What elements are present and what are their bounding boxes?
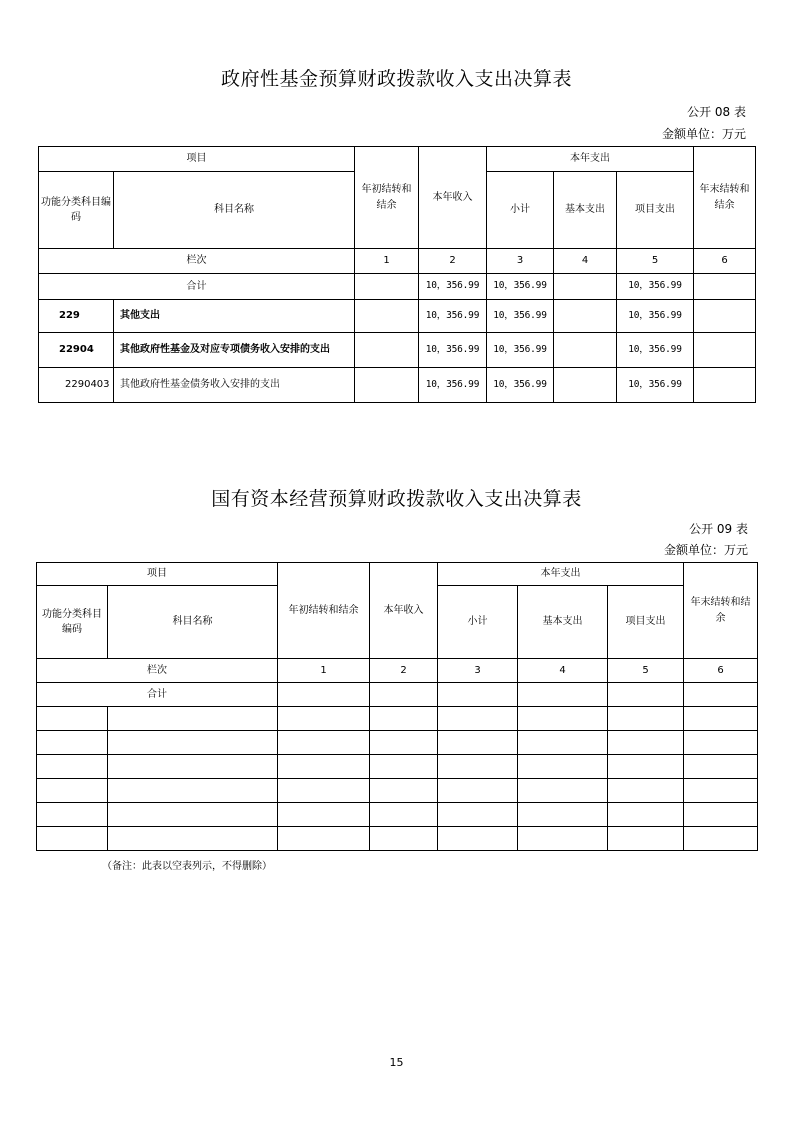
row-basic [554, 368, 617, 403]
column-label: 栏次 [39, 249, 355, 274]
col-num: 1 [355, 249, 419, 274]
empty-cell [108, 707, 278, 731]
empty-cell [370, 755, 438, 779]
table2-unit: 金额单位：万元 [663, 543, 748, 557]
header-begin-balance: 年初结转和结余 [278, 563, 370, 659]
column-number-row [37, 659, 758, 683]
row-subtotal: 10，356.99 [487, 368, 554, 403]
col-num: 2 [370, 659, 438, 683]
header-expense: 本年支出 [487, 147, 694, 172]
col-num: 1 [278, 659, 370, 683]
row-end [694, 368, 756, 403]
empty-cell [518, 707, 608, 731]
header-income: 本年收入 [419, 147, 487, 249]
table1-title: 政府性基金预算财政拨款收入支出决算表 [220, 68, 572, 90]
col-num: 6 [694, 249, 756, 274]
header-code: 功能分类科目编码 [37, 586, 108, 659]
col-num: 6 [684, 659, 758, 683]
empty-cell [608, 683, 684, 707]
empty-cell [684, 683, 758, 707]
empty-cell [608, 803, 684, 827]
page-number: 15 [389, 1056, 404, 1069]
header-begin-balance: 年初结转和结余 [355, 147, 419, 249]
row-subtotal: 10，356.99 [487, 300, 554, 333]
row-name: 其他政府性基金及对应专项债务收入安排的支出 [114, 333, 355, 368]
header-subtotal: 小计 [438, 586, 518, 659]
header-project: 项目 [39, 147, 355, 172]
header-name: 科目名称 [108, 586, 278, 659]
empty-cell [37, 755, 108, 779]
empty-cell [684, 755, 758, 779]
total-project: 10，356.99 [617, 274, 694, 300]
total-end [694, 274, 756, 300]
table-row [39, 300, 756, 333]
header-project-expense: 项目支出 [608, 586, 684, 659]
empty-cell [438, 827, 518, 851]
row-subtotal: 10，356.99 [487, 333, 554, 368]
empty-cell [684, 731, 758, 755]
empty-cell [370, 707, 438, 731]
header-name: 科目名称 [114, 172, 355, 249]
col-num: 4 [518, 659, 608, 683]
total-subtotal: 10，356.99 [487, 274, 554, 300]
empty-cell [518, 803, 608, 827]
table-row [37, 803, 758, 827]
empty-cell [278, 683, 370, 707]
empty-cell [37, 731, 108, 755]
header-code: 功能分类科目编码 [39, 172, 114, 249]
header-end-balance: 年末结转和结余 [694, 147, 756, 249]
empty-cell [108, 779, 278, 803]
header-basic: 基本支出 [518, 586, 608, 659]
empty-cell [37, 779, 108, 803]
empty-cell [684, 803, 758, 827]
header-project: 项目 [37, 563, 278, 586]
row-basic [554, 333, 617, 368]
empty-cell [278, 827, 370, 851]
empty-cell [37, 707, 108, 731]
total-row [39, 274, 756, 300]
row-code: 229 [39, 300, 114, 333]
empty-cell [608, 707, 684, 731]
table1-unit: 金额单位：万元 [661, 127, 746, 141]
empty-cell [684, 827, 758, 851]
empty-cell [438, 803, 518, 827]
empty-cell [108, 731, 278, 755]
header-expense: 本年支出 [438, 563, 684, 586]
empty-cell [370, 731, 438, 755]
empty-cell [278, 707, 370, 731]
table-row [39, 333, 756, 368]
table-row [39, 368, 756, 403]
total-begin [355, 274, 419, 300]
table2-note: （备注：此表以空表列示，不得删除） [102, 861, 272, 872]
col-num: 5 [608, 659, 684, 683]
header-end-balance: 年末结转和结余 [684, 563, 758, 659]
row-basic [554, 300, 617, 333]
row-income: 10，356.99 [419, 333, 487, 368]
total-income: 10，356.99 [419, 274, 487, 300]
empty-cell [370, 683, 438, 707]
empty-cell [370, 803, 438, 827]
empty-cell [518, 683, 608, 707]
table-row [37, 779, 758, 803]
header-income: 本年收入 [370, 563, 438, 659]
col-num: 3 [438, 659, 518, 683]
empty-cell [518, 827, 608, 851]
header-project-expense: 项目支出 [617, 172, 694, 249]
row-project: 10，356.99 [617, 368, 694, 403]
empty-cell [684, 707, 758, 731]
table-row [37, 827, 758, 851]
empty-cell [108, 827, 278, 851]
empty-cell [438, 755, 518, 779]
row-begin [355, 300, 419, 333]
column-label: 栏次 [37, 659, 278, 683]
column-number-row [39, 249, 756, 274]
empty-cell [608, 731, 684, 755]
empty-cell [518, 779, 608, 803]
table1 [38, 146, 756, 403]
empty-cell [37, 827, 108, 851]
col-num: 4 [554, 249, 617, 274]
total-basic [554, 274, 617, 300]
empty-cell [278, 779, 370, 803]
empty-cell [518, 755, 608, 779]
empty-cell [108, 803, 278, 827]
header-basic: 基本支出 [554, 172, 617, 249]
row-begin [355, 333, 419, 368]
row-project: 10，356.99 [617, 333, 694, 368]
total-row [37, 683, 758, 707]
total-label: 合计 [37, 683, 278, 707]
table-row [37, 707, 758, 731]
empty-cell [438, 731, 518, 755]
empty-cell [37, 803, 108, 827]
row-income: 10，356.99 [419, 300, 487, 333]
row-end [694, 333, 756, 368]
table2 [36, 562, 758, 851]
row-code: 2290403 [39, 368, 114, 403]
row-end [694, 300, 756, 333]
empty-cell [370, 827, 438, 851]
empty-cell [278, 731, 370, 755]
table-row [37, 731, 758, 755]
col-num: 5 [617, 249, 694, 274]
header-subtotal: 小计 [487, 172, 554, 249]
empty-cell [684, 779, 758, 803]
empty-cell [608, 779, 684, 803]
row-code: 22904 [39, 333, 114, 368]
empty-cell [518, 731, 608, 755]
row-name: 其他支出 [114, 300, 355, 333]
empty-cell [438, 779, 518, 803]
empty-cell [608, 827, 684, 851]
col-num: 2 [419, 249, 487, 274]
empty-cell [278, 803, 370, 827]
empty-cell [608, 755, 684, 779]
col-num: 3 [487, 249, 554, 274]
total-label: 合计 [39, 274, 355, 300]
empty-cell [438, 683, 518, 707]
row-project: 10，356.99 [617, 300, 694, 333]
row-name: 其他政府性基金债务收入安排的支出 [114, 368, 355, 403]
table2-form-number: 公开 09 表 [689, 522, 748, 536]
row-income: 10，356.99 [419, 368, 487, 403]
empty-cell [278, 755, 370, 779]
table2-title: 国有资本经营预算财政拨款收入支出决算表 [211, 488, 582, 510]
empty-cell [370, 779, 438, 803]
empty-cell [438, 707, 518, 731]
empty-cell [108, 755, 278, 779]
row-begin [355, 368, 419, 403]
table-row [37, 755, 758, 779]
table1-form-number: 公开 08 表 [687, 105, 746, 119]
